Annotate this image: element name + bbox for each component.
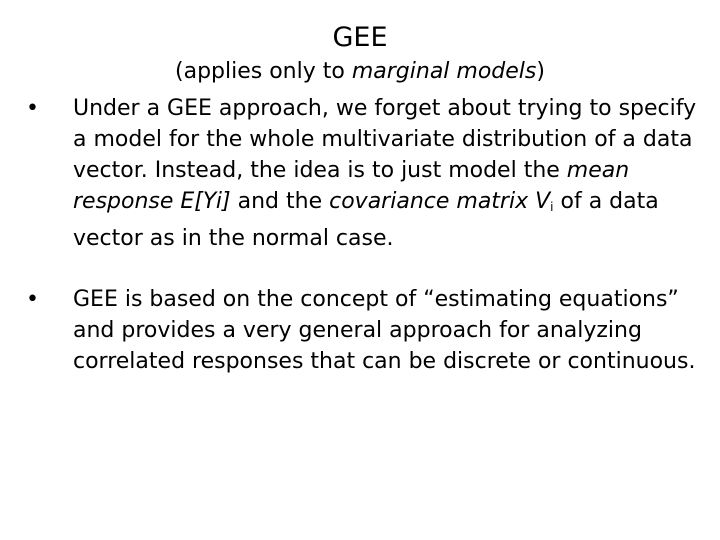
bullet-gee-approach xyxy=(26,93,706,254)
bullet-italic-covariance: covariance matrix V xyxy=(329,189,551,214)
subtitle-prefix: (applies only to xyxy=(175,59,352,84)
bullet-marker: • xyxy=(26,287,39,312)
bullet-subscript: i xyxy=(550,200,554,214)
bullet-marker: • xyxy=(26,96,39,121)
bullet-text: of a data vector as in the normal case. xyxy=(73,189,659,251)
subtitle-suffix: ) xyxy=(536,59,545,84)
subtitle-emphasis: marginal models xyxy=(351,59,537,84)
slide-title: GEE xyxy=(332,22,388,53)
bullet-italic-mean-response: mean response E[Yi] xyxy=(73,158,630,214)
bullet-text: and the xyxy=(230,189,330,214)
bullet-estimating-equations xyxy=(26,284,706,377)
bullet-text: Under a GEE approach, we forget about trying to specify a model for the whole multivariate distribution of a data vector. Instead, the idea is to just model the xyxy=(73,96,697,183)
bullet-list xyxy=(26,93,706,407)
slide-subtitle xyxy=(0,56,720,88)
bullet-text: GEE is based on the concept of “estimating equations” and provides a very general approach for analyzing correlated responses that can be discrete or continuous. xyxy=(73,287,696,374)
